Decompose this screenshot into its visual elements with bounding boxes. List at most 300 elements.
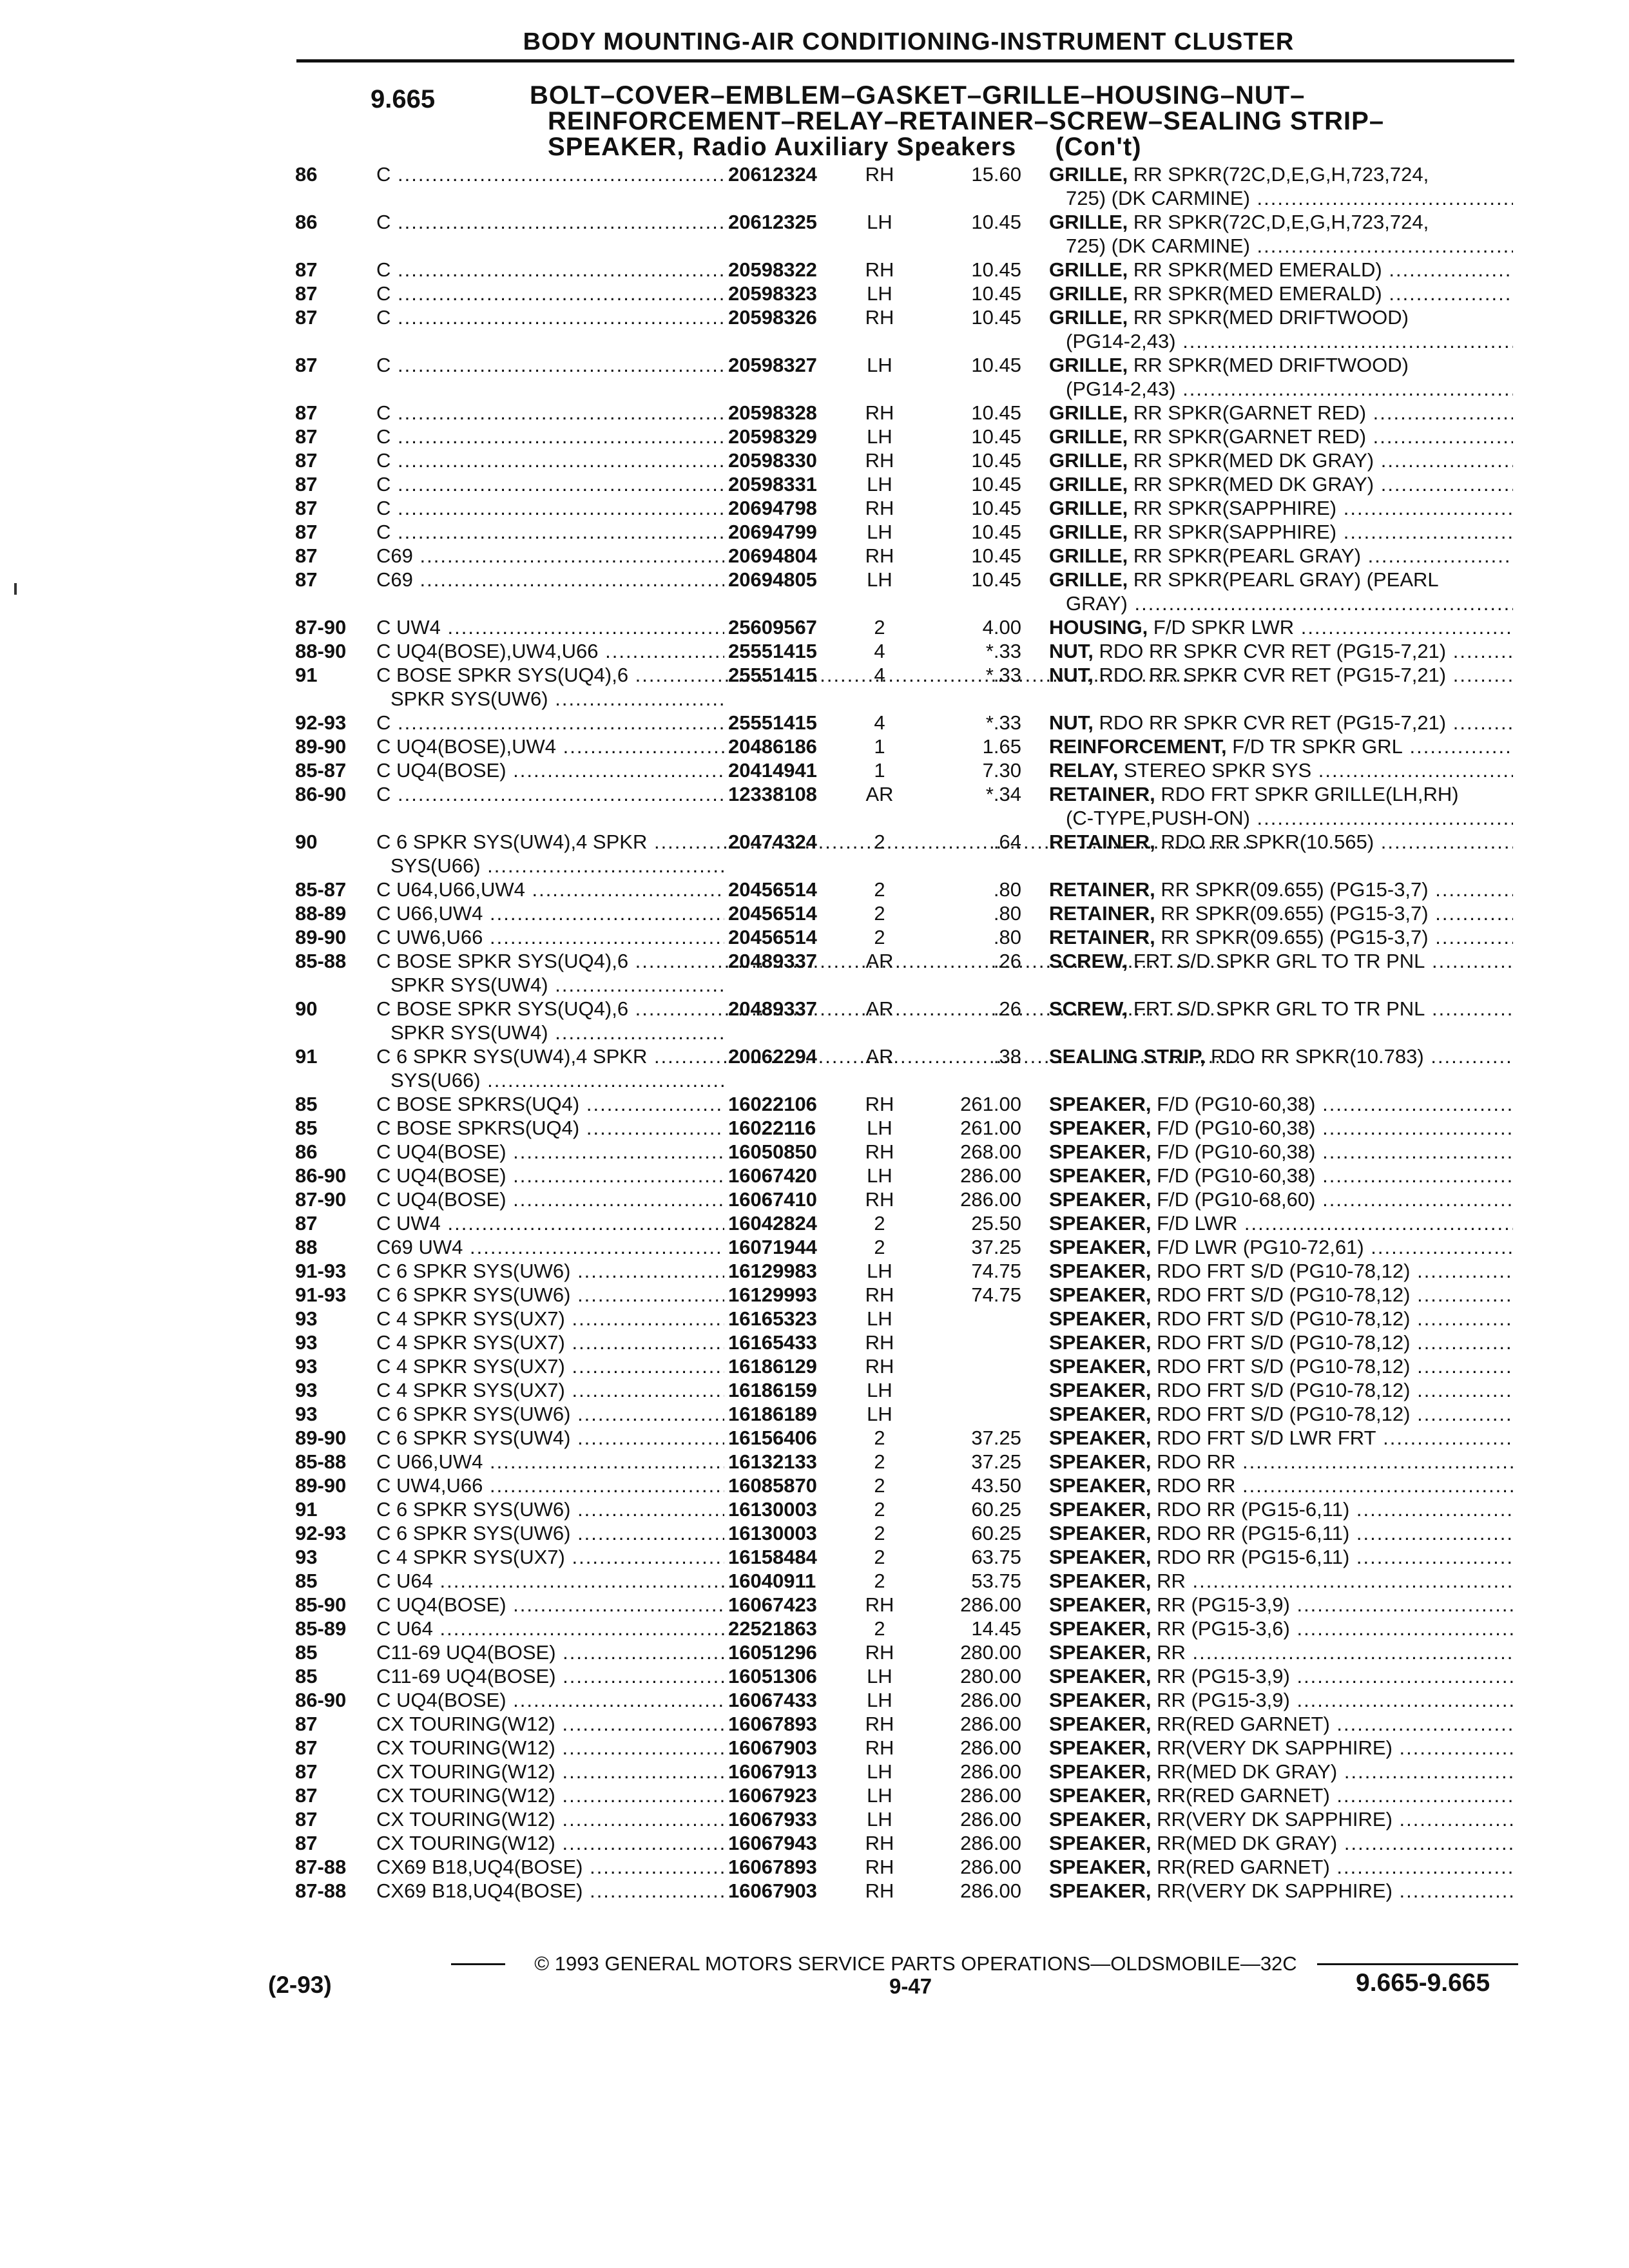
application-cell: C U64 ..... [376,1617,724,1640]
footer-date: (2-93) [268,1972,332,1998]
price-cell: 10.45 [971,306,1021,329]
part-number-cell: 20598323 [728,282,817,305]
application-cell: C69 ..... [376,568,724,591]
part-description: RDO FRT S/D (PG10-78,12) [1157,1283,1411,1306]
description-cell [1049,282,1513,305]
parts-row [0,1855,1629,1879]
part-number-cell: 16067933 [728,1808,817,1831]
part-description: RDO RR SPKR(10.783) [1210,1045,1424,1068]
price-cell: *.33 [985,711,1021,734]
quantity-cell: RH [865,1593,894,1616]
parts-row [0,1736,1629,1760]
description-cell [1049,258,1513,282]
footer-page-number: 9-47 [889,1974,932,1998]
price-cell: 10.45 [971,211,1021,233]
quantity-cell: RH [865,1736,894,1759]
application-cell: C ..... [376,782,724,806]
part-name: SPEAKER, [1049,1188,1152,1211]
price-cell: *.33 [985,640,1021,662]
price-cell: 10.45 [971,425,1021,448]
quantity-cell: 4 [874,711,885,734]
price-cell: 10.45 [971,497,1021,519]
parts-row [0,210,1629,258]
price-cell: 286.00 [960,1736,1021,1759]
quantity-cell: LH [867,568,892,591]
part-number-cell: 20598329 [728,425,817,448]
application-cell: C 4 SPKR SYS(UX7) ..... [376,1307,724,1331]
price-cell: .80 [993,878,1021,901]
application-cell: CX69 B18,UQ4(BOSE) ..... [376,1879,724,1903]
part-name: SCREW, [1049,950,1128,972]
year-cell: 91-93 [295,1283,347,1306]
year-cell: 87-90 [295,616,347,639]
part-name: GRILLE, [1049,544,1128,567]
part-number-cell: 20694804 [728,544,817,567]
part-number-cell: 16156406 [728,1427,817,1449]
application-cell: C UQ4(BOSE),UW4,U66 ..... [376,639,724,663]
part-name: SPEAKER, [1049,1164,1152,1187]
description-cell [1049,1783,1513,1807]
parts-row [0,1783,1629,1807]
year-cell: 87 [295,282,318,305]
quantity-cell: RH [865,1879,894,1902]
part-number-cell: 16129993 [728,1283,817,1306]
quantity-cell: 2 [874,1546,885,1568]
part-number-cell: 25551415 [728,711,817,734]
parts-row [0,1688,1629,1712]
part-number-cell: 16130003 [728,1498,817,1521]
price-cell: .38 [993,1045,1021,1068]
description-cell [1049,1378,1513,1402]
application-cell: CX TOURING(W12) ..... [376,1807,724,1831]
application-cell: C ..... [376,496,724,520]
continued-label: (Con't) [1055,133,1142,161]
description-cell [1049,472,1513,496]
quantity-cell: 2 [874,878,885,901]
part-number-cell: 16067893 [728,1713,817,1735]
part-description: F/D (PG10-60,38) [1157,1117,1316,1139]
part-name: RETAINER, [1049,831,1155,853]
parts-row [0,1307,1629,1331]
year-cell: 88 [295,1236,318,1258]
description-cell [1049,1688,1513,1712]
year-cell: 87 [295,258,318,281]
application-cell-line-2: SPKR SYS(UW4) ..... [390,973,724,997]
part-description: RR(RED GARNET) [1157,1713,1330,1735]
part-number-cell: 20456514 [728,926,817,948]
part-description: F/D (PG10-60,38) [1157,1140,1316,1163]
part-number-cell: 16067913 [728,1760,817,1783]
part-description: RDO FRT S/D (PG10-78,12) [1157,1379,1411,1401]
year-cell: 91 [295,1045,318,1068]
quantity-cell: LH [867,211,892,233]
part-description: RR SPKR(MED DRIFTWOOD) [1133,306,1409,329]
price-cell: 14.45 [971,1617,1021,1640]
price-cell: .26 [993,950,1021,972]
year-cell: 85 [295,1665,318,1687]
parts-row [0,1712,1629,1736]
year-cell: 88-90 [295,640,347,662]
part-number-cell: 16051296 [728,1641,817,1664]
parts-row [0,639,1629,663]
price-cell: 37.25 [971,1450,1021,1473]
price-cell: 10.45 [971,282,1021,305]
description-cell [1049,1831,1513,1855]
part-number-cell: 16067893 [728,1856,817,1878]
quantity-cell: 2 [874,616,885,639]
application-cell: C11-69 UQ4(BOSE) ..... [376,1640,724,1664]
price-cell: 286.00 [960,1832,1021,1854]
application-cell: CX TOURING(W12) ..... [376,1783,724,1807]
year-cell: 86 [295,211,318,233]
part-name: SPEAKER, [1049,1617,1152,1640]
part-name: SPEAKER, [1049,1736,1152,1759]
parts-row [0,830,1629,878]
year-cell: 93 [295,1307,318,1330]
footer-rule-left [451,1963,505,1965]
part-name: GRILLE, [1049,306,1128,329]
part-description: RR(VERY DK SAPPHIRE) [1157,1879,1393,1902]
part-number-cell: 20456514 [728,902,817,925]
application-cell: C UQ4(BOSE) ..... [376,1593,724,1617]
application-cell: C ..... [376,401,724,425]
quantity-cell: LH [867,1760,892,1783]
description-cell [1049,162,1513,186]
quantity-cell: RH [865,544,894,567]
part-name: SPEAKER, [1049,1283,1152,1306]
year-cell: 87 [295,497,318,519]
parts-row [0,1116,1629,1140]
year-cell: 86-90 [295,783,347,805]
part-number-cell: 16158484 [728,1546,817,1568]
part-name: GRILLE, [1049,258,1128,281]
price-cell: .80 [993,902,1021,925]
price-cell: .80 [993,926,1021,948]
part-name: SPEAKER, [1049,1808,1152,1831]
year-cell: 85-87 [295,878,347,901]
part-number-cell: 16132133 [728,1450,817,1473]
parts-row [0,901,1629,925]
quantity-cell: 2 [874,1212,885,1235]
part-description: RR SPKR(GARNET RED) [1133,425,1367,448]
year-cell: 87-90 [295,1188,347,1211]
part-name: GRILLE, [1049,401,1128,424]
part-description: RDO RR SPKR CVR RET (PG15-7,21) [1099,640,1447,662]
parts-row [0,1211,1629,1235]
application-cell: C 4 SPKR SYS(UX7) ..... [376,1545,724,1569]
description-cell [1049,1259,1513,1283]
section-title-text: SPEAKER, Radio Auxiliary Speakers [548,133,1017,161]
parts-row [0,1164,1629,1187]
quantity-cell: AR [865,1045,894,1068]
parts-row [0,997,1629,1044]
year-cell: 93 [295,1546,318,1568]
parts-row [0,1664,1629,1688]
price-cell: 286.00 [960,1188,1021,1211]
year-cell: 87 [295,1736,318,1759]
application-cell: C BOSE SPKR SYS(UQ4),6 ..... [376,949,1237,973]
price-cell: 280.00 [960,1641,1021,1664]
year-cell: 87 [295,401,318,424]
year-cell: 85 [295,1570,318,1592]
application-cell: C 6 SPKR SYS(UW4),4 SPKR ..... [376,1044,1256,1068]
parts-row [0,520,1629,544]
part-description: F/D (PG10-68,60) [1157,1188,1316,1211]
part-number-cell: 16067423 [728,1593,817,1616]
parts-row [0,305,1629,353]
price-cell: 286.00 [960,1856,1021,1878]
application-cell: C ..... [376,472,724,496]
description-cell [1049,520,1513,544]
part-description: RR (PG15-3,9) [1157,1689,1290,1711]
part-description: RR SPKR(MED EMERALD) [1133,282,1382,305]
year-cell: 87 [295,568,318,591]
part-name: GRILLE, [1049,473,1128,495]
year-cell: 89-90 [295,926,347,948]
price-cell: 268.00 [960,1140,1021,1163]
part-description: RR(VERY DK SAPPHIRE) [1157,1808,1393,1831]
parts-row [0,1879,1629,1903]
year-cell: 89-90 [295,735,347,758]
quantity-cell: RH [865,1832,894,1854]
part-description: RR SPKR(72C,D,E,G,H,723,724, [1133,163,1429,186]
application-cell: CX TOURING(W12) ..... [376,1712,724,1736]
quantity-cell: 4 [874,664,885,686]
parts-row [0,1545,1629,1569]
quantity-cell: LH [867,521,892,543]
description-cell [1049,782,1513,806]
application-cell-line-2: SYS(U66) ..... [390,854,724,878]
part-description: RR SPKR(72C,D,E,G,H,723,724, [1133,211,1429,233]
quantity-cell: 2 [874,1617,885,1640]
description-cell [1049,711,1513,735]
parts-row [0,758,1629,782]
year-cell: 87 [295,1832,318,1854]
part-description: RR SPKR(MED DK GRAY) [1133,449,1374,472]
part-description: RR [1157,1641,1186,1664]
price-cell: 63.75 [971,1546,1021,1568]
part-number-cell: 16186189 [728,1403,817,1425]
part-name: GRILLE, [1049,449,1128,472]
part-number-cell: 22521863 [728,1617,817,1640]
quantity-cell: 2 [874,1474,885,1497]
quantity-cell: RH [865,1188,894,1211]
parts-row [0,1426,1629,1450]
price-cell: 286.00 [960,1164,1021,1187]
application-cell: C U66,UW4 ..... [376,1450,724,1474]
application-cell: C11-69 UQ4(BOSE) ..... [376,1664,724,1688]
parts-row [0,282,1629,305]
part-number-cell: 16022106 [728,1093,817,1115]
part-description: RDO RR SPKR CVR RET (PG15-7,21) [1099,664,1447,686]
application-cell: C 6 SPKR SYS(UW6) ..... [376,1283,724,1307]
year-cell: 93 [295,1379,318,1401]
price-cell: 286.00 [960,1689,1021,1711]
description-cell [1049,305,1513,329]
part-number-cell: 20694798 [728,497,817,519]
description-cell [1049,448,1513,472]
part-description: RDO RR [1157,1474,1236,1497]
part-description: RDO RR [1157,1450,1236,1473]
description-cell [1049,1044,1513,1068]
price-cell: 43.50 [971,1474,1021,1497]
application-cell: C 6 SPKR SYS(UW6) ..... [376,1521,724,1545]
part-number-cell: 20414941 [728,759,817,782]
part-name: SPEAKER, [1049,1427,1152,1449]
application-cell: C ..... [376,282,724,305]
year-cell: 90 [295,997,318,1020]
year-cell: 87 [295,544,318,567]
year-cell: 86-90 [295,1164,347,1187]
quantity-cell: RH [865,1641,894,1664]
application-cell: C BOSE SPKR SYS(UQ4),6 ..... [376,663,1237,687]
year-cell: 87-88 [295,1879,347,1902]
price-cell: 10.45 [971,568,1021,591]
application-cell: C 6 SPKR SYS(UW6) ..... [376,1402,724,1426]
price-cell: 261.00 [960,1093,1021,1115]
description-cell [1049,544,1513,568]
part-number-cell: 20598331 [728,473,817,495]
price-cell: 10.45 [971,401,1021,424]
price-cell: 37.25 [971,1236,1021,1258]
parts-row [0,568,1629,615]
parts-row [0,258,1629,282]
description-cell [1049,1855,1513,1879]
part-number-cell: 16067420 [728,1164,817,1187]
part-name: GRILLE, [1049,211,1128,233]
quantity-cell: RH [865,401,894,424]
part-name: SPEAKER, [1049,1546,1152,1568]
part-description: RR SPKR(MED DK GRAY) [1133,473,1374,495]
description-cell [1049,1211,1513,1235]
description-cell-line-2: (PG14-2,43) ..... [1066,329,1513,353]
description-cell [1049,401,1513,425]
description-cell [1049,1283,1513,1307]
description-cell [1049,353,1513,377]
parts-row [0,1402,1629,1426]
parts-row [0,1283,1629,1307]
part-name: SEALING STRIP, [1049,1045,1206,1068]
part-description: FRT S/D SPKR GRL TO TR PNL [1133,997,1425,1020]
part-description: RR SPKR(PEARL GRAY) [1133,544,1362,567]
parts-row [0,1354,1629,1378]
parts-row [0,162,1629,210]
description-cell [1049,1187,1513,1211]
quantity-cell: RH [865,497,894,519]
quantity-cell: 2 [874,1570,885,1592]
part-name: SPEAKER, [1049,1832,1152,1854]
application-cell: C ..... [376,425,724,448]
part-description: RR (PG15-3,9) [1157,1593,1290,1616]
part-description: F/D LWR [1157,1212,1238,1235]
parts-row [0,1640,1629,1664]
part-description: RDO RR (PG15-6,11) [1157,1546,1350,1568]
year-cell: 91 [295,1498,318,1521]
description-cell-line-2: (C-TYPE,PUSH-ON) ..... [1066,806,1513,830]
quantity-cell: AR [865,950,894,972]
description-cell [1049,1164,1513,1187]
quantity-cell: AR [865,997,894,1020]
parts-row [0,425,1629,448]
description-cell [1049,496,1513,520]
part-description: RDO FRT S/D (PG10-78,12) [1157,1355,1411,1378]
part-description: RR SPKR(SAPPHIRE) [1133,521,1337,543]
price-cell: 286.00 [960,1784,1021,1807]
price-cell: 74.75 [971,1260,1021,1282]
quantity-cell: 2 [874,831,885,853]
part-number-cell: 16186159 [728,1379,817,1401]
part-description: RR(MED DK GRAY) [1157,1760,1338,1783]
part-description: RR(VERY DK SAPPHIRE) [1157,1736,1393,1759]
quantity-cell: RH [865,449,894,472]
quantity-cell: RH [865,1140,894,1163]
part-number-cell: 25609567 [728,616,817,639]
year-cell: 91 [295,664,318,686]
year-cell: 87 [295,425,318,448]
description-cell [1049,1331,1513,1354]
part-number-cell: 20694805 [728,568,817,591]
part-name: SPEAKER, [1049,1522,1152,1544]
year-cell: 86-90 [295,1689,347,1711]
part-name: SCREW, [1049,997,1128,1020]
description-cell [1049,210,1513,234]
part-name: NUT, [1049,664,1094,686]
quantity-cell: LH [867,1307,892,1330]
quantity-cell: 4 [874,640,885,662]
year-cell: 85-89 [295,1617,347,1640]
part-number-cell: 16067410 [728,1188,817,1211]
price-cell: 10.45 [971,544,1021,567]
application-cell: C ..... [376,162,724,186]
part-name: SPEAKER, [1049,1593,1152,1616]
part-name: GRILLE, [1049,282,1128,305]
part-number-cell: 12338108 [728,783,817,805]
parts-row [0,1187,1629,1211]
parts-row [0,735,1629,758]
parts-row [0,1235,1629,1259]
year-cell: 87 [295,1760,318,1783]
part-number-cell: 20598326 [728,306,817,329]
quantity-cell: LH [867,354,892,376]
application-cell: C UQ4(BOSE),UW4 ..... [376,735,724,758]
part-number-cell: 16051306 [728,1665,817,1687]
parts-row [0,1593,1629,1617]
year-cell: 87 [295,306,318,329]
part-number-cell: 16067433 [728,1689,817,1711]
quantity-cell: RH [865,1355,894,1378]
part-description: RDO FRT SPKR GRILLE(LH,RH) [1161,783,1459,805]
part-description: RDO RR SPKR CVR RET (PG15-7,21) [1099,711,1447,734]
part-name: SPEAKER, [1049,1140,1152,1163]
application-cell: C BOSE SPKR SYS(UQ4),6 ..... [376,997,1237,1021]
parts-row [0,1617,1629,1640]
quantity-cell: LH [867,1784,892,1807]
parts-row [0,496,1629,520]
part-description: RDO FRT S/D (PG10-78,12) [1157,1307,1411,1330]
part-name: SPEAKER, [1049,1212,1152,1235]
year-cell: 89-90 [295,1474,347,1497]
price-cell: 60.25 [971,1498,1021,1521]
part-description: RDO FRT S/D (PG10-78,12) [1157,1403,1411,1425]
quantity-cell: LH [867,1117,892,1139]
year-cell: 87 [295,1212,318,1235]
parts-row [0,472,1629,496]
part-number-cell: 20598330 [728,449,817,472]
year-cell: 85-88 [295,950,347,972]
part-name: SPEAKER, [1049,1117,1152,1139]
part-description: RDO RR SPKR(10.565) [1161,831,1374,853]
part-name: SPEAKER, [1049,1713,1152,1735]
